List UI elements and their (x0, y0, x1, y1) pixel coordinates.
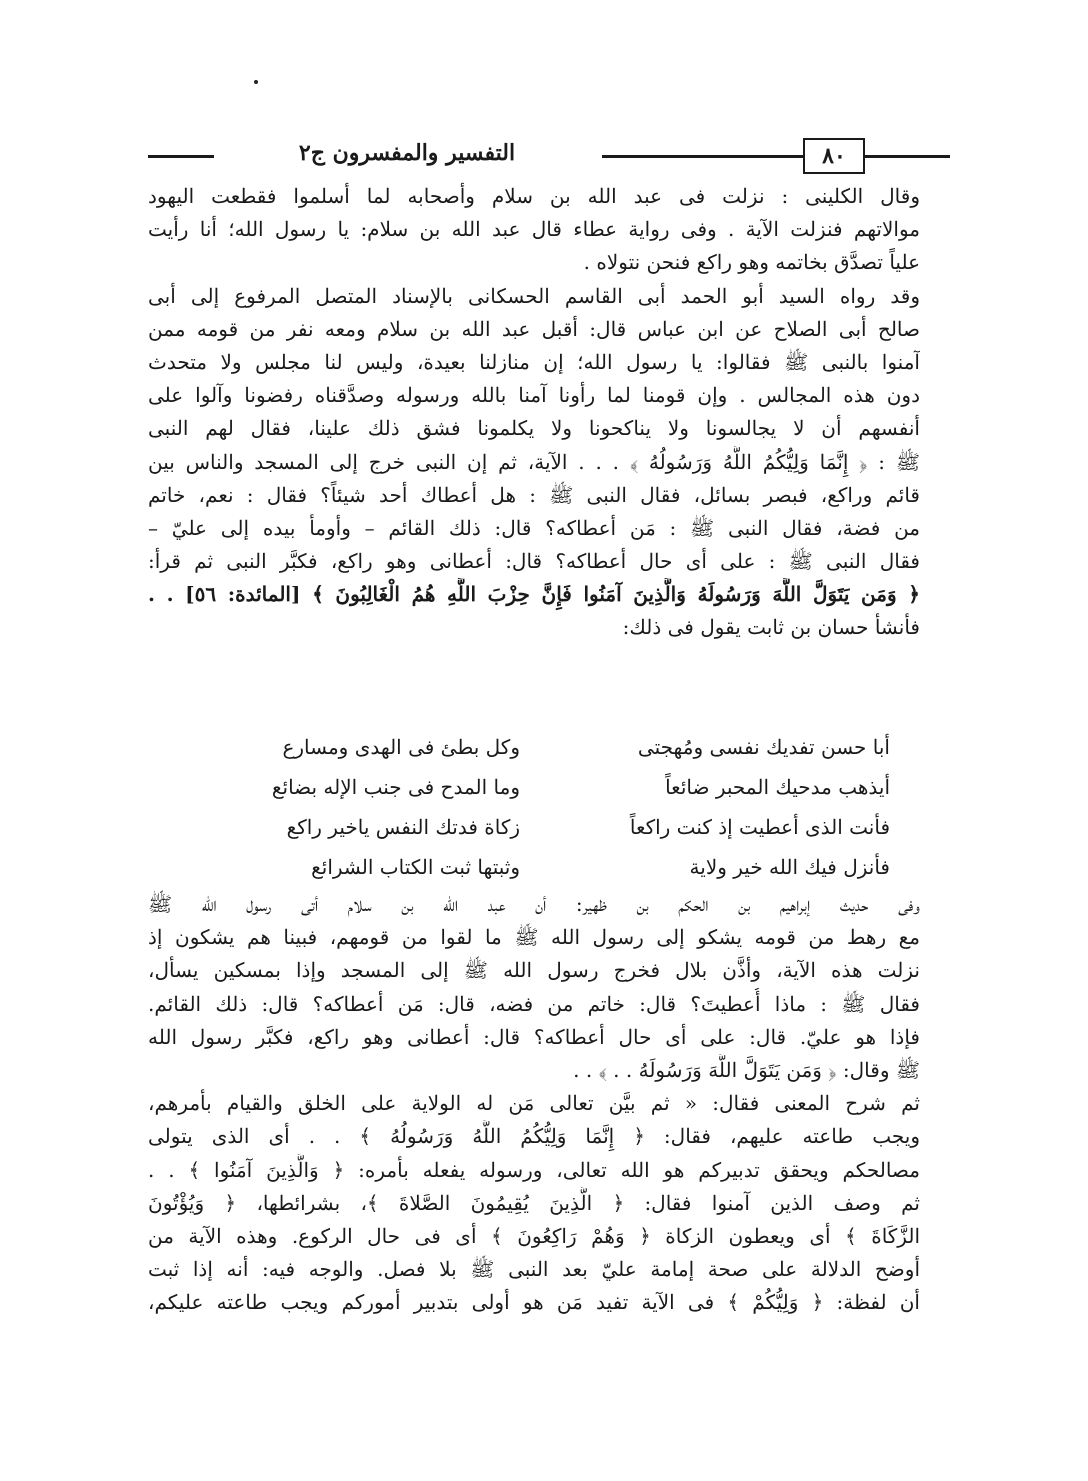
text-line: أنفسهم أن لا يجالسونا ولا يناكحونا ولا يكلمونا فشق ذلك علينا، فقال لهم النبى (148, 416, 920, 441)
quran-line: أن لفظة: ﴿ وَلِيُّكُمْ ﴾ فى الآية تفيد مَن هو أولى بتدبير أموركم ويجب طاعته عليكم، (148, 1290, 920, 1315)
text-line: وفى حديث إبراهيم بن الحكم بن ظهير: أن عبد الله بن سلام أتى رسول الله ﷺ (148, 892, 920, 916)
quran-line: ويجب طاعته عليهم، فقال: ﴿ إِنَّمَا وَلِيُّكُمُ اللَّهُ وَرَسُولُهُ ﴾ . . أى الذى يتولى (148, 1124, 920, 1149)
verse-first-hemistich: أيذهب مدحيك المحبر ضائعاً (665, 775, 890, 799)
verse-first-hemistich: فأنزل فيك الله خير ولاية (689, 855, 890, 879)
text-line: وقال الكلينى : نزلت فى عبد الله بن سلام وأصحابه لما أسلموا فقطعت اليهود (148, 184, 920, 208)
text-line: نزلت هذه الآية، وأذَّن بلال فخرج رسول الله ﷺ إلى المسجد وإذا بمسكين يسأل، (148, 958, 920, 983)
lower-text-block (148, 888, 920, 1319)
poem-verse (148, 767, 920, 807)
text-line: فأنشأ حسان بن ثابت يقول فى ذلك: (622, 615, 920, 640)
text-line: مع رهط من قومه يشكو إلى رسول الله ﷺ ما لقوا من قومهم، فبينا هم يشكون إذ (148, 925, 920, 950)
quran-line: مصالحكم ويحقق تدبيركم هو الله تعالى، ورسوله يفعله بأمره: ﴿ وَالَّذِينَ آمَنُوا ﴾ . . (148, 1157, 920, 1182)
poem-verse (148, 727, 920, 767)
quran-line: ﷺ : ﴿ إِنَّمَا وَلِيُّكُمُ اللَّهُ وَرَسُولُهُ ﴾ . . . الآية، ثم إن النبى خرج إلى المسجد والناس بين (148, 449, 920, 474)
verse-second-hemistich: زكاة فدتك النفس ياخير راكع (286, 815, 520, 839)
poem-verse (148, 807, 920, 847)
text-line: صالح أبى الصلاح عن ابن عباس قال: أقبل عبد الله بن سلام ومعه نفر من قومه ممن (148, 316, 920, 341)
text-line: فإذا هو عليّ. قال: على أى حال أعطاكه؟ قال: أعطانى وهو راكع، فكبَّر رسول الله (148, 1024, 920, 1049)
text-line: آمنوا بالنبى ﷺ فقالوا: يا رسول الله؛ إن منازلنا بعيدة، وليس لنا مجلس ولا متحدث (148, 349, 920, 374)
header-rule-right (865, 155, 920, 158)
quran-line: ﴿ وَمَن يَتَوَلَّ اللَّهَ وَرَسُولَهُ وَالَّذِينَ آمَنُوا فَإِنَّ حِزْبَ اللَّهِ هُمُ الْغَالِبُونَ ﴾ [المائدة: ٥٦] . . (148, 582, 920, 607)
verse-second-hemistich: وكل بطئ فى الهدى ومسارع (282, 735, 520, 759)
verse-first-hemistich: أبا حسن تفديك نفسى ومُهجتى (637, 735, 890, 759)
text-line: أوضح الدلالة على صحة إمامة عليّ بعد النبى ﷺ بلا فصل. والوجه فيه: أنه إذا ثبت (148, 1257, 920, 1282)
poem-verse (148, 847, 920, 887)
text-line: فقال ﷺ : ماذا أُعطيتَ؟ قال: خاتم من فضه، قال: مَن أعطاكه؟ قال: ذلك القائم. (148, 991, 920, 1016)
verse-second-hemistich: وثبتها ثبت الكتاب الشرائع (311, 855, 520, 879)
verse-first-hemistich: فأنت الذى أعطيت إذ كنت راكعاً (629, 815, 890, 839)
text-line: علياً تصدَّق بخاتمه وهو راكع فنحن نتولاه . (583, 250, 920, 275)
verse-second-hemistich: وما المدح فى جنب الإله بضائع (271, 775, 520, 799)
page-number: ٨٠ (803, 138, 865, 174)
text-line: موالاتهم فنزلت الآية . وفى رواية عطاء قال عبد الله بن سلام: يا رسول الله؛ أنا رأيت (148, 217, 920, 242)
running-title: التفسير والمفسرون ج٢ (298, 140, 516, 166)
header-rule-left (148, 155, 214, 158)
poem-block (148, 727, 920, 887)
text-line: دون هذه المجالس . وإن قومنا لما رأونا آمنا بالله ورسوله وصدَّقناه رفضونا وآلوا على (148, 383, 920, 408)
text-line: ثم شرح المعنى فقال: « ثم بيَّن تعالى مَن له الولاية على الخلق والقيام بأمرهم، (148, 1091, 920, 1116)
quran-line: ثم وصف الذين آمنوا فقال: ﴿ الَّذِينَ يُقِيمُونَ الصَّلاةَ ﴾، بشرائطها، ﴿ وَيُؤْتُونَ (148, 1190, 920, 1215)
text-line: وقد رواه السيد أبو الحمد أبى القاسم الحسكانى بالإسناد المتصل المرفوع إلى أبى (148, 283, 920, 308)
quran-line: الزَّكَاةَ ﴾ أى ويعطون الزكاة ﴿ وَهُمْ رَاكِعُونَ ﴾ أى فى حال الركوع. وهذه الآية من (148, 1223, 920, 1248)
upper-text-block (148, 180, 920, 645)
text-line: من فضة، فقال النبى ﷺ : مَن أعطاكه؟ قال: ذلك القائم – وأومأ بيده إلى عليّ – (148, 515, 920, 540)
text-line: قائم وراكع، فبصر بسائل، فقال النبى ﷺ : هل أعطاك أحد شيئاً؟ فقال : نعم، خاتم (148, 482, 920, 507)
stray-dot (254, 80, 258, 84)
page-header (148, 138, 920, 174)
quran-line: ﷺ وقال: ﴿ وَمَن يَتَوَلَّ اللَّهَ وَرَسُولَهُ . . ﴾ . . (573, 1057, 920, 1082)
text-line: فقال النبى ﷺ : على أى حال أعطاكه؟ قال: أعطانى وهو راكع، فكبَّر النبى ثم قرأ: (148, 549, 920, 574)
